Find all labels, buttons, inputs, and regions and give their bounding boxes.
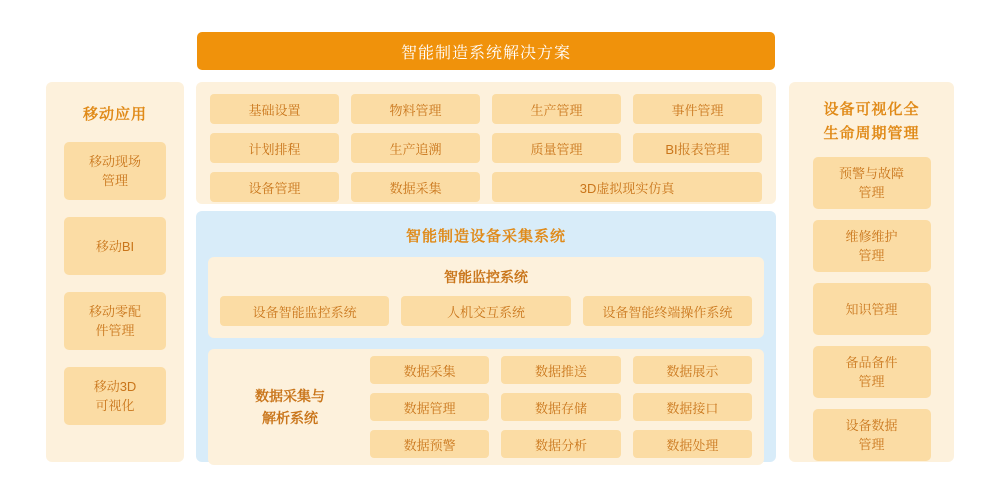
collection-system-title: 智能制造设备采集系统 xyxy=(405,228,566,245)
mobile-application-column xyxy=(46,82,184,462)
list-item[interactable]: 预警与故障 管理 xyxy=(813,157,931,209)
list-item[interactable]: 移动BI xyxy=(64,217,166,275)
core-modules-panel xyxy=(196,82,776,204)
module-row xyxy=(210,94,762,124)
data-chip[interactable]: 数据存储 xyxy=(501,393,620,421)
page-title: 智能制造系统解决方案 xyxy=(197,32,775,70)
monitor-chip[interactable]: 人机交互系统 xyxy=(401,296,570,326)
monitor-chip[interactable]: 设备智能终端操作系统 xyxy=(583,296,752,326)
module-chip[interactable]: 设备管理 xyxy=(210,172,339,202)
list-item[interactable]: 维修维护 管理 xyxy=(813,220,931,272)
data-acquisition-title: 数据采集与 解析系统 xyxy=(255,388,325,426)
data-chip[interactable]: 数据推送 xyxy=(501,356,620,384)
module-row xyxy=(210,172,762,202)
module-chip[interactable]: BI报表管理 xyxy=(633,133,762,163)
module-chip[interactable]: 物料管理 xyxy=(351,94,480,124)
module-chip[interactable]: 3D虚拟现实仿真 xyxy=(492,172,762,202)
monitor-items-row xyxy=(220,296,752,326)
module-chip[interactable]: 基础设置 xyxy=(210,94,339,124)
monitor-system-title: 智能监控系统 xyxy=(444,269,528,285)
monitor-system-panel xyxy=(208,257,764,338)
module-chip[interactable]: 计划排程 xyxy=(210,133,339,163)
module-chip[interactable]: 生产追溯 xyxy=(351,133,480,163)
data-chip[interactable]: 数据预警 xyxy=(370,430,489,458)
mobile-application-items xyxy=(46,142,184,425)
equipment-lifecycle-column xyxy=(789,82,954,462)
list-item[interactable]: 移动3D 可视化 xyxy=(64,367,166,425)
equipment-lifecycle-items xyxy=(789,157,954,461)
list-item[interactable]: 移动零配 件管理 xyxy=(64,292,166,350)
data-chip[interactable]: 数据处理 xyxy=(633,430,752,458)
module-chip[interactable]: 质量管理 xyxy=(492,133,621,163)
equipment-lifecycle-title: 设备可视化全 生命周期管理 xyxy=(823,101,920,142)
mobile-application-title: 移动应用 xyxy=(82,106,147,123)
module-chip[interactable]: 事件管理 xyxy=(633,94,762,124)
module-chip[interactable]: 数据采集 xyxy=(351,172,480,202)
list-item[interactable]: 移动现场 管理 xyxy=(64,142,166,200)
data-row xyxy=(370,430,752,458)
data-chip[interactable]: 数据管理 xyxy=(370,393,489,421)
data-row xyxy=(370,393,752,421)
list-item[interactable]: 备品备件 管理 xyxy=(813,346,931,398)
data-chip[interactable]: 数据分析 xyxy=(501,430,620,458)
module-row xyxy=(210,133,762,163)
data-chip[interactable]: 数据展示 xyxy=(633,356,752,384)
data-acquisition-panel xyxy=(208,349,764,465)
data-chip[interactable]: 数据接口 xyxy=(633,393,752,421)
monitor-chip[interactable]: 设备智能监控系统 xyxy=(220,296,389,326)
collection-system-panel xyxy=(196,211,776,462)
data-row xyxy=(370,356,752,384)
data-acquisition-grid xyxy=(370,356,752,458)
list-item[interactable]: 设备数据 管理 xyxy=(813,409,931,461)
data-chip[interactable]: 数据采集 xyxy=(370,356,489,384)
list-item[interactable]: 知识管理 xyxy=(813,283,931,335)
module-chip[interactable]: 生产管理 xyxy=(492,94,621,124)
